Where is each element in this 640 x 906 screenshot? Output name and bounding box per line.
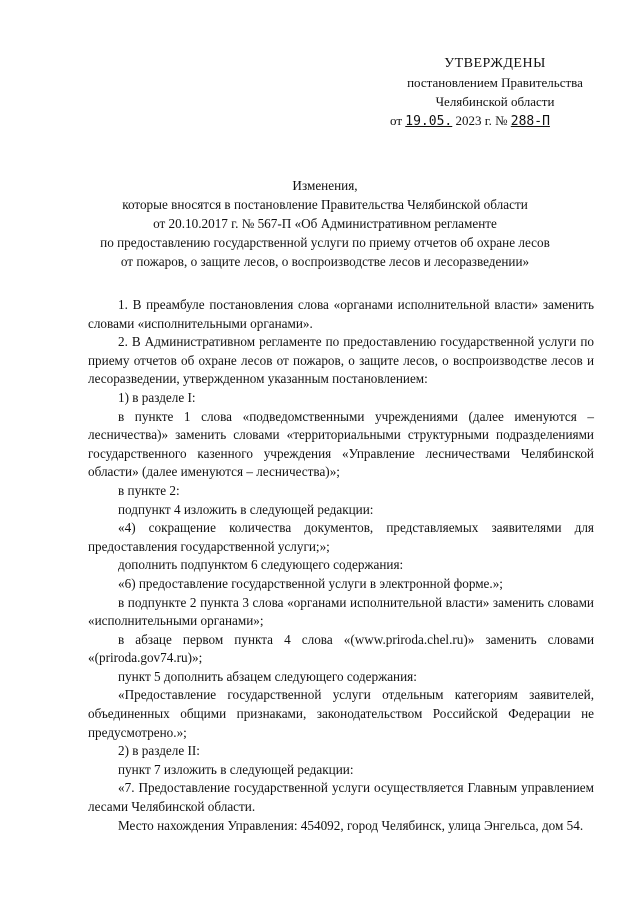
paragraph: в пункте 2: (118, 482, 180, 498)
paragraph: 1. В преамбуле постановления слова «органами исполнительной власти» заменить словами «исполнительными органами». (88, 297, 594, 331)
paragraph: «7. Предоставление государственной услуги осуществляется Главным управлением лесами Челябинской области. (88, 780, 594, 815)
paragraph: подпункт 4 изложить в следующей редакции: (118, 501, 374, 517)
document-number: 288-П (510, 114, 550, 129)
approval-stamp (380, 54, 610, 131)
paragraph: пункт 7 изложить в следующей редакции: (118, 761, 354, 777)
approval-line-2: Челябинской области (435, 94, 555, 109)
paragraph: 2. В Административном регламенте по предоставлению государственной услуги по приему отчетов об охране лесов от пожаров, о защите лесов, о воспроизводстве лесов и лесоразведении, утвержденном указанным постановлением: (88, 334, 594, 387)
paragraph: пункт 5 дополнить абзацем следующего содержания: (118, 668, 417, 684)
paragraph: дополнить подпунктом 6 следующего содержания: (118, 557, 404, 573)
title-line-1: Изменения, (292, 178, 358, 193)
title-line-4: по предоставлению государственной услуги по приему отчетов об охране лесов (100, 235, 550, 250)
approval-date-line (380, 111, 610, 131)
paragraph: Место нахождения Управления: 454092, город Челябинск, улица Энгельса, дом 54. (118, 817, 584, 833)
paragraph: 2) в разделе II: (118, 743, 200, 759)
document-title (60, 176, 590, 271)
paragraph: в подпункте 2 пункта 3 слова «органами исполнительной власти» заменить словами «исполнительными органами»; (88, 594, 594, 629)
year-text: 2023 г. № (455, 113, 508, 128)
paragraph: в пункте 1 слова «подведомственными учреждениями (далее именуются – лесничества)» заменить словами «территориальными структурными подразделениями государственного казенного учреждения «Управление лесничествами Челябинской области» (далее именуются – лесничества)»; (88, 408, 594, 480)
title-line-2: которые вносятся в постановление Правительства Челябинской области (122, 197, 528, 212)
title-line-5: от пожаров, о защите лесов, о воспроизводстве лесов и лесоразведении» (120, 254, 530, 269)
date-value: 19.05. (405, 114, 453, 129)
paragraph: «Предоставление государственной услуги отдельным категориям заявителей, объединенных общими признаками, законодательством Российской Федерации не предусмотрено.»; (88, 687, 594, 740)
paragraph: 1) в разделе I: (118, 389, 196, 405)
date-prefix: от (390, 113, 403, 128)
paragraph: в абзаце первом пункта 4 слова «(www.priroda.chel.ru)» заменить словами «(priroda.gov74.ru)»; (88, 631, 594, 666)
paragraph: «4) сокращение количества документов, представляемых заявителями для предоставления государственной услуги;»; (88, 520, 594, 554)
paragraph: «6) предоставление государственной услуги в электронной форме.»; (118, 575, 503, 591)
approval-line-1: постановлением Правительства (407, 75, 583, 90)
approval-heading: УТВЕРЖДЕНЫ (444, 56, 546, 71)
title-line-3: от 20.10.2017 г. № 567-П «Об Административном регламенте (153, 216, 497, 231)
document-body (88, 296, 594, 835)
